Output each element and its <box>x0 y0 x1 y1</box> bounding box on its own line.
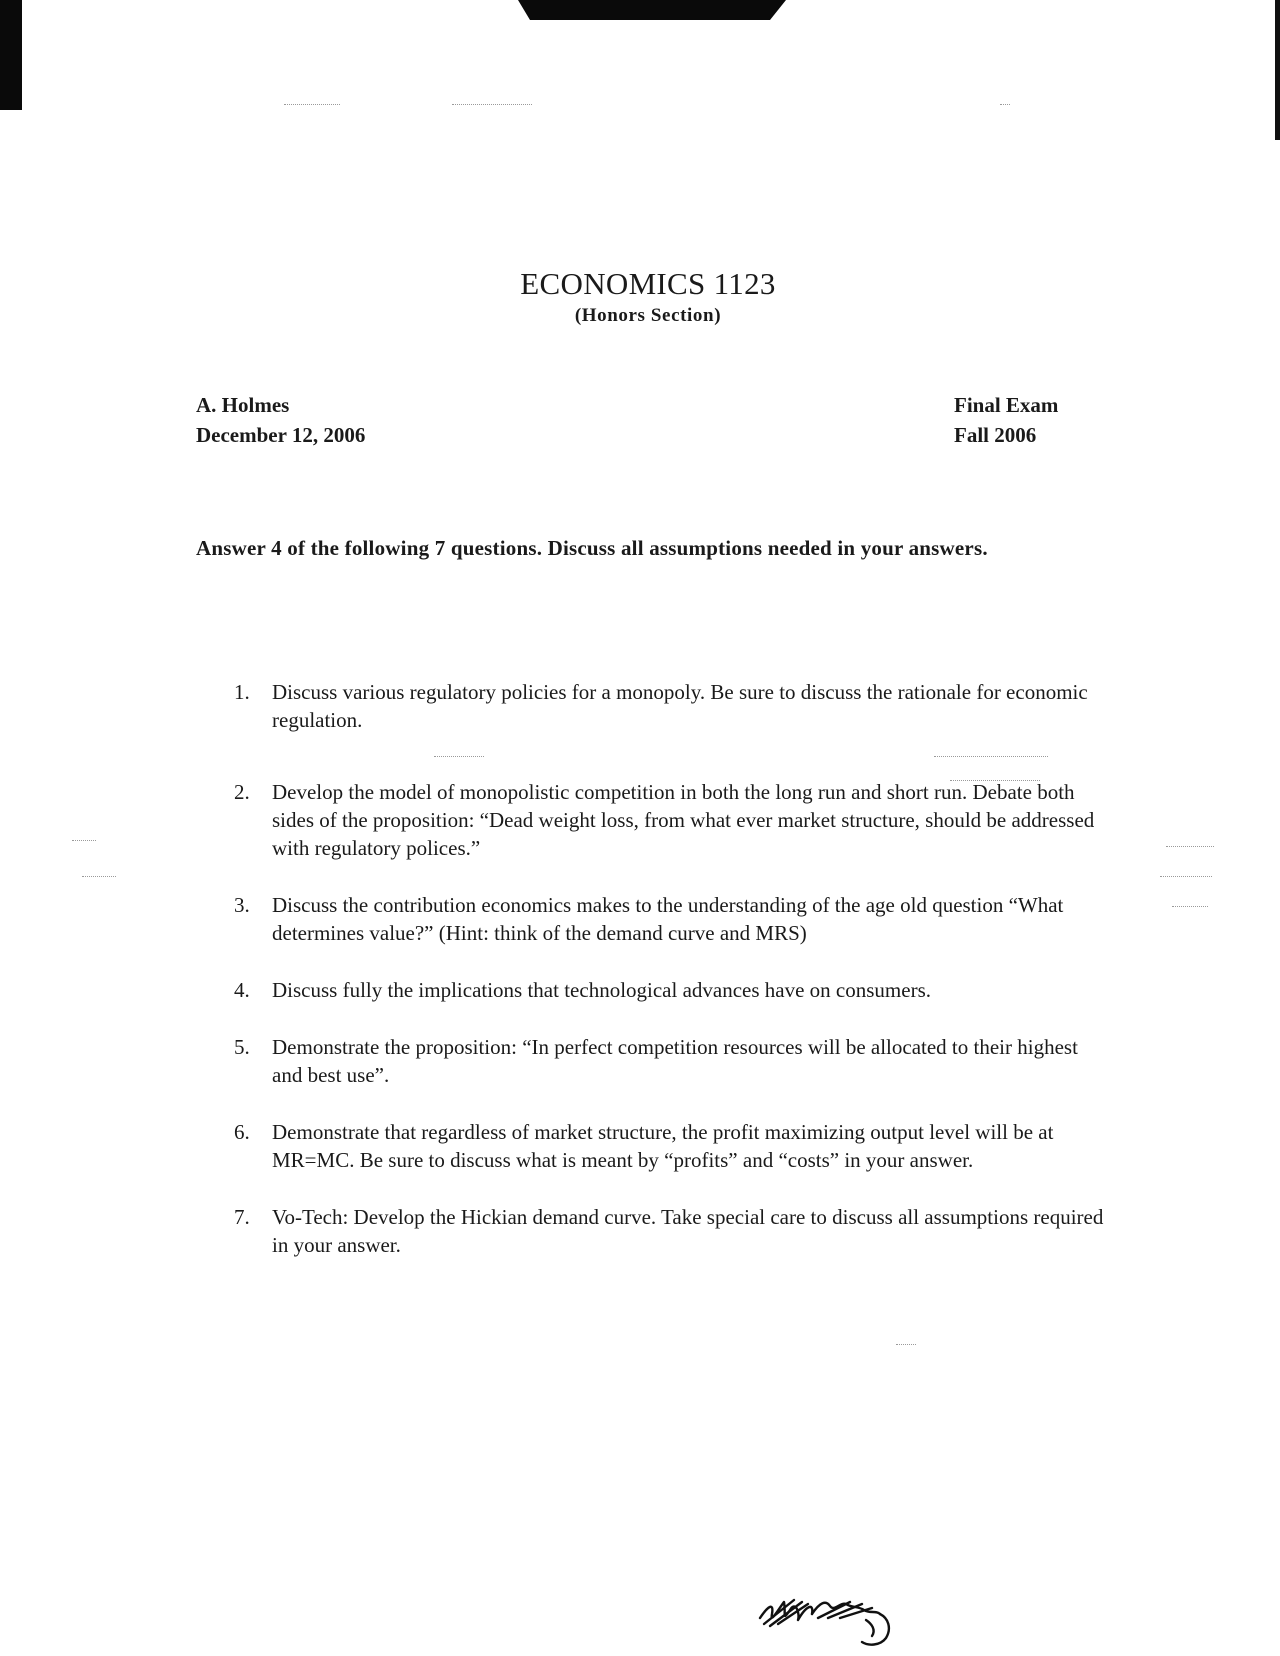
question-list <box>226 678 1106 1288</box>
question-text: Discuss the contribution economics makes to the understanding of the age old question “What determines value?” (Hint: think of the demand curve and MRS) <box>272 893 1064 945</box>
section-subtitle: (Honors Section) <box>574 305 722 326</box>
question-item <box>226 678 1106 734</box>
question-item <box>226 1033 1106 1089</box>
question-text: Demonstrate that regardless of market structure, the profit maximizing output level will be at MR=MC. Be sure to discuss what is meant by “profits” and “costs” in your answer. <box>272 1120 1054 1172</box>
exam-instructions: Answer 4 of the following 7 questions. Discuss all assumptions needed in your answers. <box>196 536 988 560</box>
question-number: 7. <box>234 1205 250 1229</box>
question-item <box>226 1203 1106 1259</box>
scan-speck <box>1000 104 1010 106</box>
exam-term: Fall 2006 <box>954 423 1037 447</box>
question-number: 5. <box>234 1035 250 1059</box>
scan-speck <box>452 104 532 106</box>
question-number: 3. <box>234 893 250 917</box>
question-text: Vo-Tech: Develop the Hickian demand curve. Take special care to discuss all assumptions required in your answer. <box>272 1205 1104 1257</box>
question-number: 6. <box>234 1120 250 1144</box>
scan-top-tab <box>0 0 1280 24</box>
exam-meta-left <box>196 390 365 450</box>
question-number: 4. <box>234 978 250 1002</box>
question-item <box>226 891 1106 947</box>
exam-date: December 12, 2006 <box>196 423 366 447</box>
question-item <box>226 1118 1106 1174</box>
question-number: 1. <box>234 680 250 704</box>
scan-speck <box>284 104 340 106</box>
question-text: Discuss fully the implications that technological advances have on consumers. <box>272 978 931 1002</box>
question-text: Develop the model of monopolistic competition in both the long run and short run. Debate both sides of the proposition: “Dead weight loss, from what ever market structure, should be addressed with regulatory polices.” <box>272 780 1095 860</box>
question-item <box>226 976 1106 1004</box>
question-text: Demonstrate the proposition: “In perfect competition resources will be allocated to their highest and best use”. <box>272 1035 1078 1087</box>
question-item <box>226 778 1106 862</box>
scan-speck <box>896 1344 916 1346</box>
scan-speck <box>1172 906 1208 908</box>
instructor-name: A. Holmes <box>196 393 290 417</box>
question-text: Discuss various regulatory policies for a monopoly. Be sure to discuss the rationale for economic regulation. <box>272 680 1088 732</box>
exam-name: Final Exam <box>954 393 1059 417</box>
course-title: ECONOMICS 1123 <box>520 266 776 301</box>
scan-speck <box>82 876 116 878</box>
handwritten-signature <box>754 1580 904 1650</box>
question-number: 2. <box>234 780 250 804</box>
exam-meta-right <box>954 390 1058 450</box>
scan-speck <box>1166 846 1214 848</box>
scan-speck <box>1160 876 1212 878</box>
scan-speck <box>72 840 96 842</box>
